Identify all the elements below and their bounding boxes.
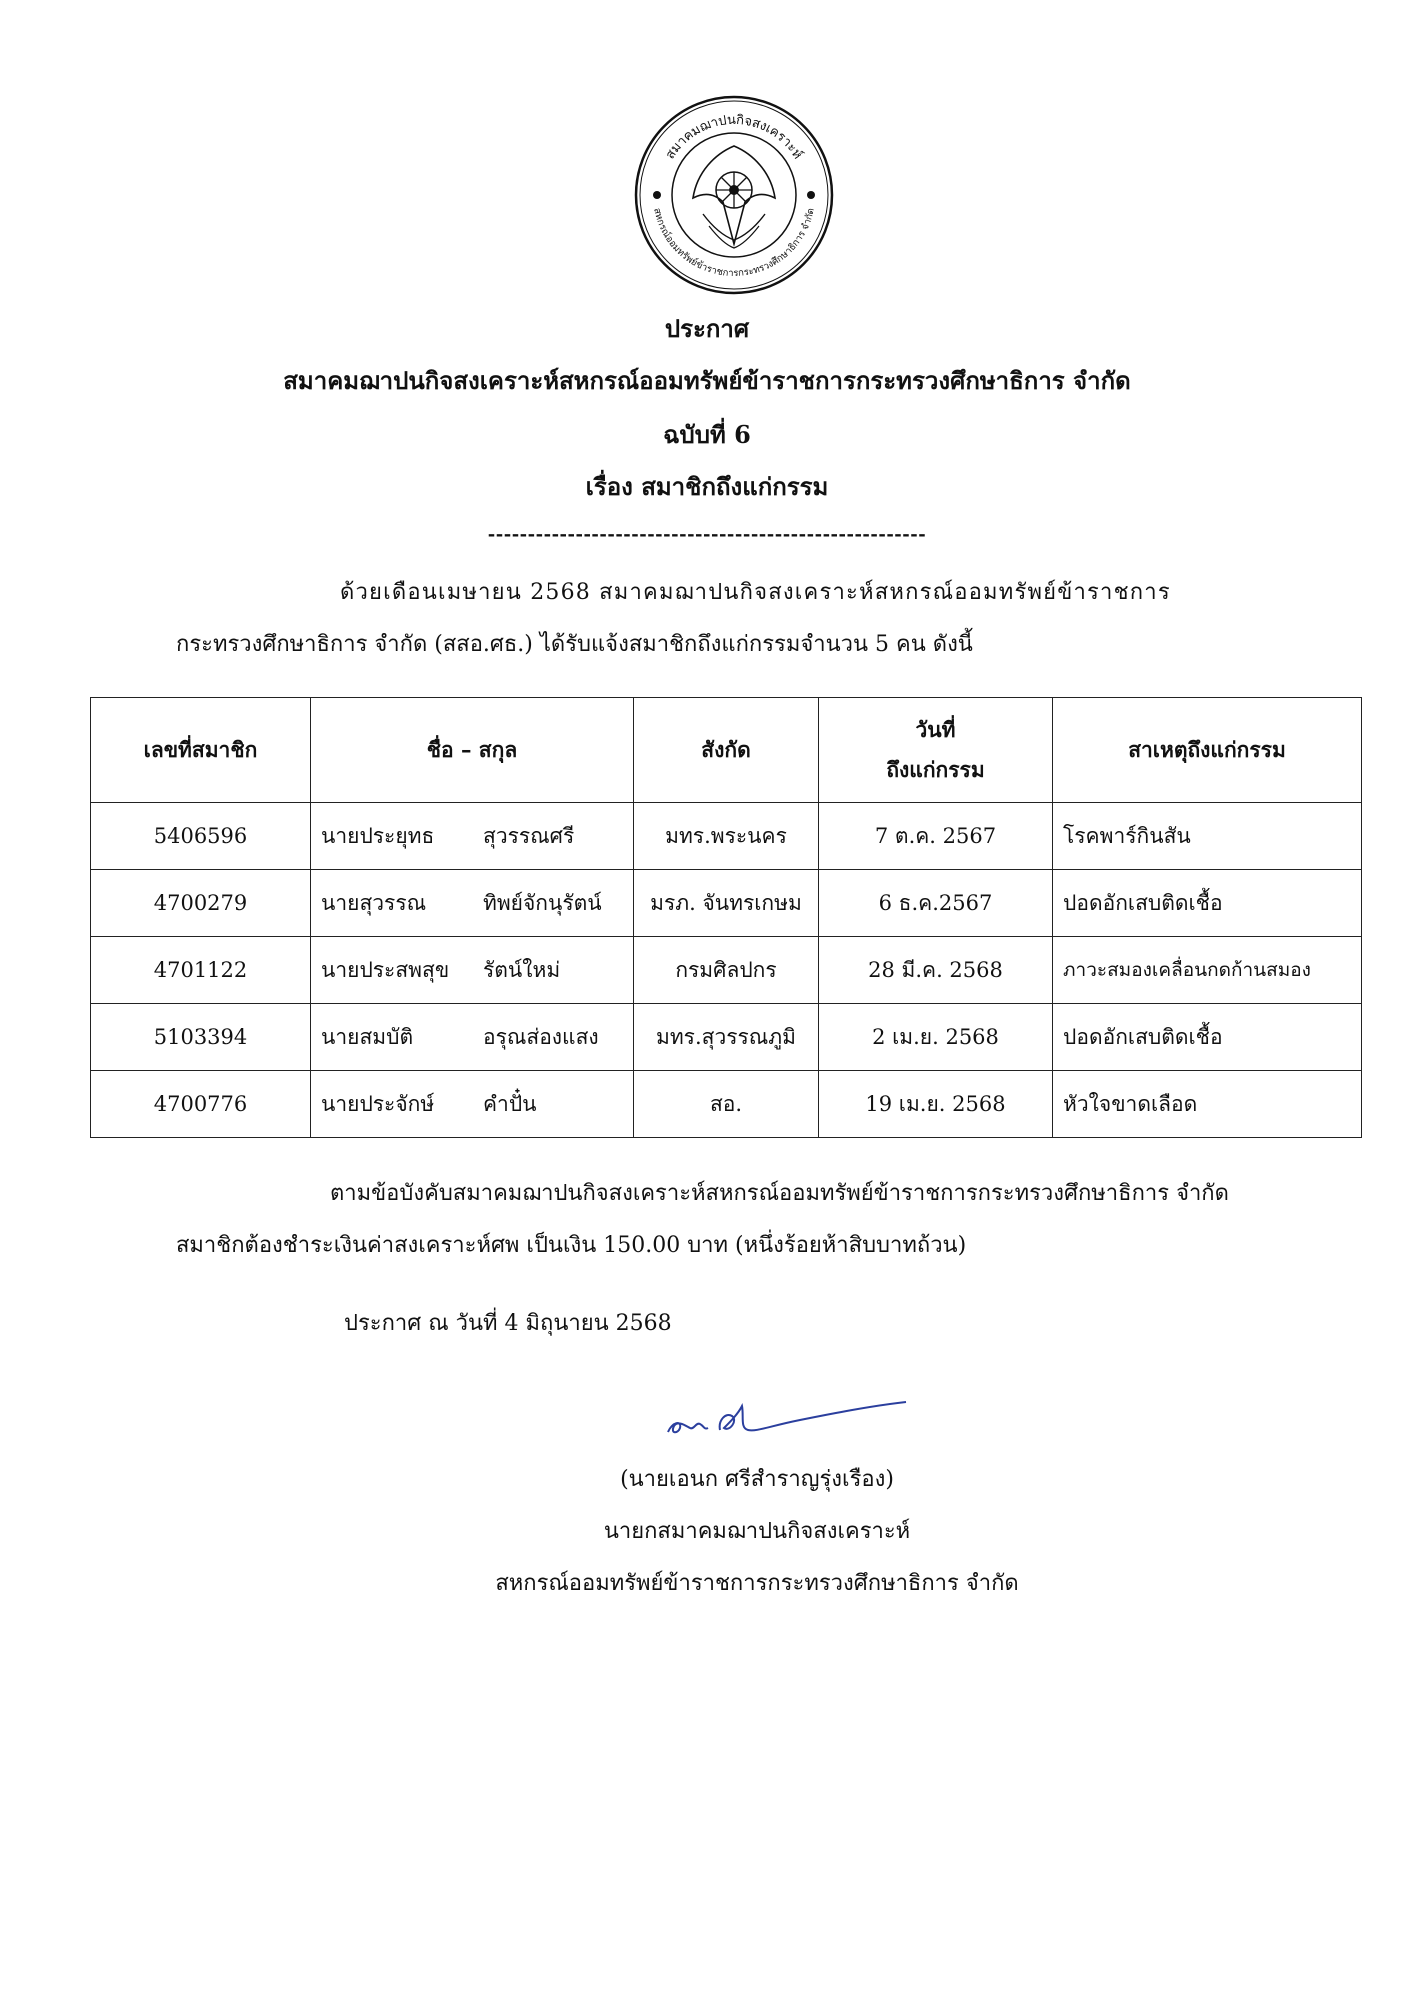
table-row [91, 870, 1362, 937]
announcement-date: ประกาศ ณ วันที่ 4 มิถุนายน 2568 [344, 1311, 672, 1336]
cell-date: 19 เม.ย. 2568 [819, 1071, 1053, 1138]
cell-last-name: สุวรรณศรี [483, 823, 575, 848]
cell-affiliation: มทร.พระนคร [634, 803, 819, 870]
header-member-no: เลขที่สมาชิก [91, 698, 311, 803]
cell-first-name: นายสมบัติ [321, 1024, 414, 1049]
cell-date: 6 ธ.ค.2567 [819, 870, 1053, 937]
cell-cause: หัวใจขาดเลือด [1053, 1071, 1362, 1138]
cell-affiliation: มรภ. จันทรเกษม [634, 870, 819, 937]
cell-date: 2 เม.ย. 2568 [819, 1004, 1053, 1071]
cell-name [311, 937, 634, 1004]
cell-date: 7 ต.ค. 2567 [819, 803, 1053, 870]
cell-affiliation: มทร.สุวรรณภูมิ [634, 1004, 819, 1071]
cell-member-no: 4701122 [91, 937, 311, 1004]
association-seal-logo [633, 94, 835, 296]
header-date [819, 698, 1053, 803]
divider-line: ------------------------------------------------------- [487, 524, 927, 545]
header-date-line-1: วันที่ [915, 717, 956, 742]
cell-name [311, 1071, 634, 1138]
table-row [91, 1071, 1362, 1138]
cell-last-name: รัตน์ใหม่ [483, 957, 561, 982]
signer-position: นายกสมาคมฌาปนกิจสงเคราะห์ [603, 1519, 911, 1544]
cell-member-no: 4700776 [91, 1071, 311, 1138]
cell-date: 28 มี.ค. 2568 [819, 937, 1053, 1004]
table-header-row [91, 698, 1362, 803]
cell-member-no: 5406596 [91, 803, 311, 870]
cell-first-name: นายประจักษ์ [321, 1091, 435, 1116]
cell-first-name: นายสุวรรณ [321, 890, 427, 915]
signer-organization: สหกรณ์ออมทรัพย์ข้าราชการกระทรวงศึกษาธิการ จำกัด [495, 1571, 1019, 1596]
header-date-line-2: ถึงแก่กรรม [886, 757, 985, 782]
subject-line: เรื่อง สมาชิกถึงแก่กรรม [585, 472, 829, 501]
intro-line-1: ด้วยเดือนเมษายน 2568 สมาคมฌาปนกิจสงเคราะห์สหกรณ์ออมทรัพย์ข้าราชการ [340, 580, 1171, 605]
cell-cause: ภาวะสมองเคลื่อนกดก้านสมอง [1053, 937, 1362, 1004]
seal-bottom-text: สหกรณ์ออมทรัพย์ข้าราชการกระทรวงศึกษาธิการ จำกัด [651, 207, 817, 280]
header-name: ชื่อ – สกุล [311, 698, 634, 803]
cell-member-no: 4700279 [91, 870, 311, 937]
cell-last-name: คำปั๋น [483, 1091, 537, 1116]
table-row [91, 803, 1362, 870]
announcement-title: ประกาศ [664, 314, 750, 343]
issue-number: ฉบับที่ 6 [663, 420, 751, 449]
cell-name [311, 870, 634, 937]
cell-affiliation: กรมศิลปกร [634, 937, 819, 1004]
seal-top-text: สมาคมฌาปนกิจสงเคราะห์ [662, 112, 806, 163]
cell-cause: ปอดอักเสบติดเชื้อ [1053, 870, 1362, 937]
table-row [91, 937, 1362, 1004]
regulation-line-2: สมาชิกต้องชำระเงินค่าสงเคราะห์ศพ เป็นเงิน 150.00 บาท (หนึ่งร้อยห้าสิบบาทถ้วน) [176, 1233, 967, 1258]
intro-line-2: กระทรวงศึกษาธิการ จำกัด (สสอ.ศธ.) ได้รับแจ้งสมาชิกถึงแก่กรรมจำนวน 5 คน ดังนี้ [176, 632, 973, 657]
table-row [91, 1004, 1362, 1071]
cell-name [311, 803, 634, 870]
svg-text:สมาคมฌาปนกิจสงเคราะห์ [663, 113, 806, 162]
signer-name: (นายเอนก ศรีสำราญรุ่งเรือง) [620, 1467, 894, 1492]
cell-cause: โรคพาร์กินสัน [1053, 803, 1362, 870]
regulation-line-1: ตามข้อบังคับสมาคมฌาปนกิจสงเคราะห์สหกรณ์ออมทรัพย์ข้าราชการกระทรวงศึกษาธิการ จำกัด [330, 1181, 1229, 1206]
cell-affiliation: สอ. [634, 1071, 819, 1138]
organization-name: สมาคมฌาปนกิจสงเคราะห์สหกรณ์ออมทรัพย์ข้าราชการกระทรวงศึกษาธิการ จำกัด [283, 366, 1131, 395]
cell-last-name: อรุณส่องแสง [483, 1024, 599, 1049]
cell-name [311, 1004, 634, 1071]
header-cause: สาเหตุถึงแก่กรรม [1053, 698, 1362, 803]
deceased-members-table [90, 697, 1362, 1138]
header-affiliation: สังกัด [634, 698, 819, 803]
cell-first-name: นายประสพสุข [321, 957, 450, 982]
cell-member-no: 5103394 [91, 1004, 311, 1071]
handwritten-signature [660, 1392, 910, 1442]
cell-last-name: ทิพย์จักนุรัตน์ [483, 890, 602, 915]
cell-cause: ปอดอักเสบติดเชื้อ [1053, 1004, 1362, 1071]
cell-first-name: นายประยุทธ [321, 823, 435, 848]
